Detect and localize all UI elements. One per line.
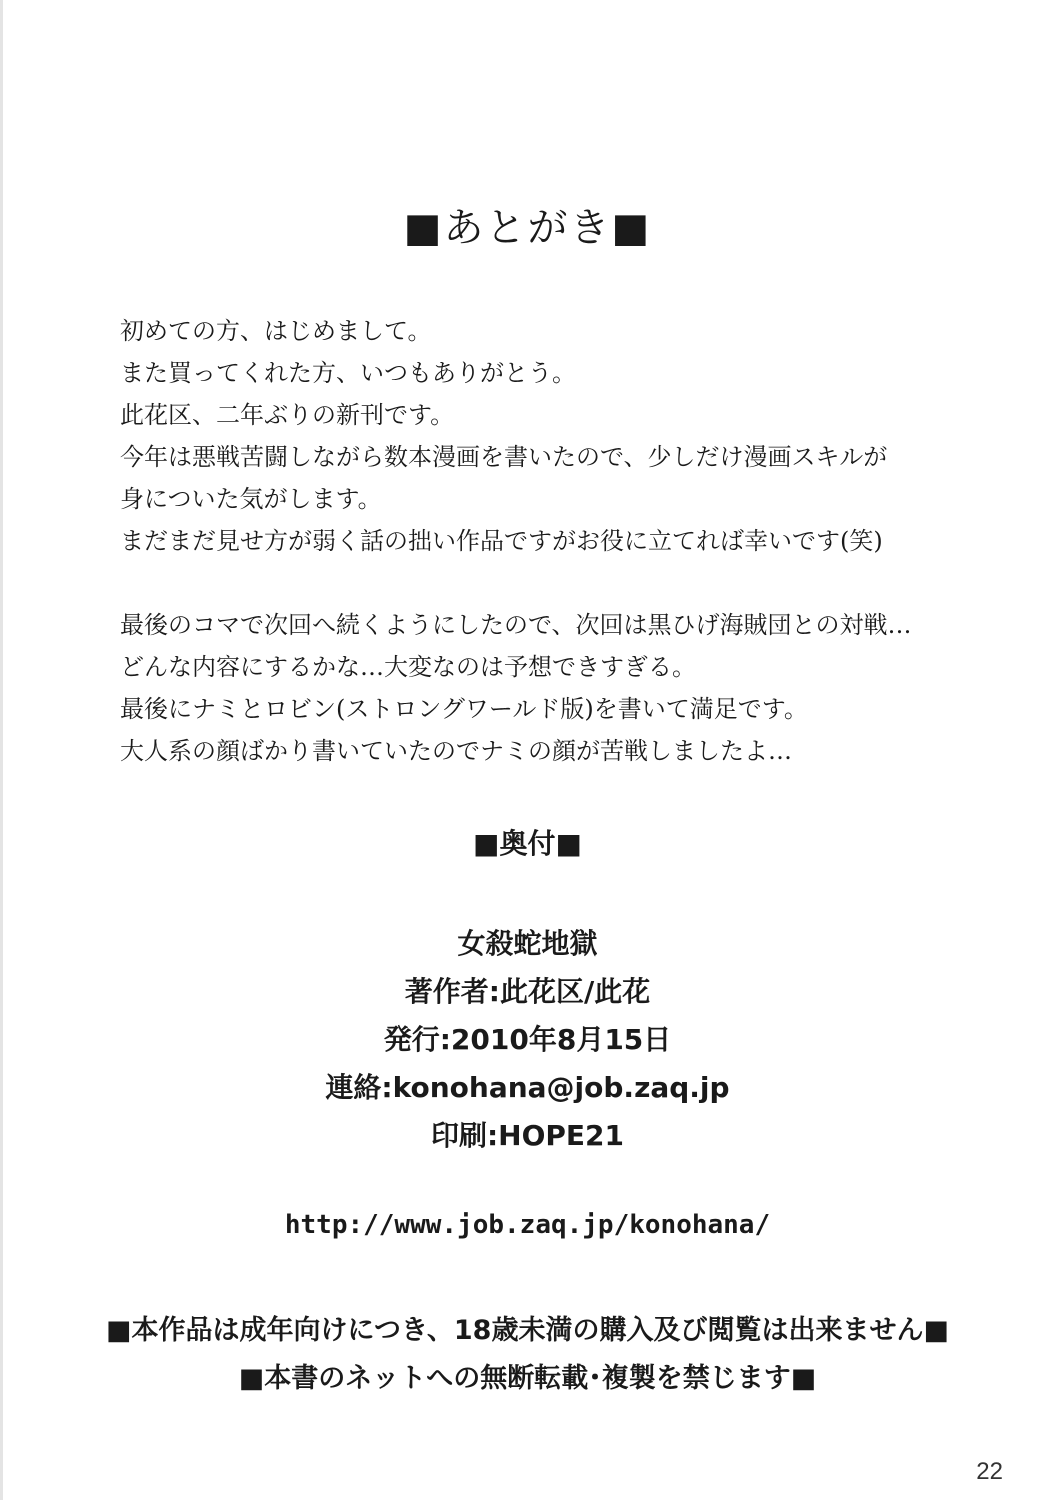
afterword-title: ■あとがき■ [403, 205, 652, 251]
colophon-block [0, 920, 1055, 1160]
book-title: 女殺蛇地獄 [457, 927, 598, 960]
afterword-line: 此花区、二年ぶりの新刊です。 [120, 401, 455, 429]
afterword-line: 身についた気がします。 [120, 485, 382, 513]
afterword-line: まだまだ見せ方が弱く話の拙い作品ですがお役に立てれば幸いです(笑) [120, 527, 883, 555]
afterword-line: 最後のコマで次回へ続くようにしたので、次回は黒ひげ海賊団との対戦… [120, 611, 912, 639]
afterword-line: どんな内容にするかな…大変なのは予想できすぎる。 [120, 653, 696, 681]
afterword-body [120, 310, 940, 772]
afterword-line: 今年は悪戦苦闘しながら数本漫画を書いたので、少しだけ漫画スキルが [120, 443, 888, 471]
paragraph-gap [120, 562, 940, 604]
publish-date-line: 発行:2010年8月15日 [383, 1023, 672, 1056]
adult-notice: ■本作品は成年向けにつき、18歳未満の購入及び閲覧は出来ません■ [106, 1315, 949, 1346]
printer-line: 印刷:HOPE21 [430, 1119, 625, 1152]
website-url: http://www.job.zaq.jp/konohana/ [284, 1210, 771, 1240]
reproduction-notice: ■本書のネットへの無断転載･複製を禁じます■ [238, 1363, 817, 1394]
afterword-line: 初めての方、はじめまして。 [120, 317, 432, 345]
afterword-line: また買ってくれた方、いつもありがとう。 [120, 359, 576, 387]
colophon-title: ■奥付■ [473, 827, 582, 860]
afterword-line: 最後にナミとロビン(ストロングワールド版)を書いて満足です。 [120, 695, 808, 723]
afterword-line: 大人系の顔ばかり書いていたのでナミの顔が苦戦しましたよ… [120, 737, 792, 765]
page-number: 22 [976, 1458, 1003, 1485]
contact-line: 連絡:konohana@job.zaq.jp [325, 1071, 730, 1104]
author-line: 著作者:此花区/此花 [404, 975, 651, 1008]
